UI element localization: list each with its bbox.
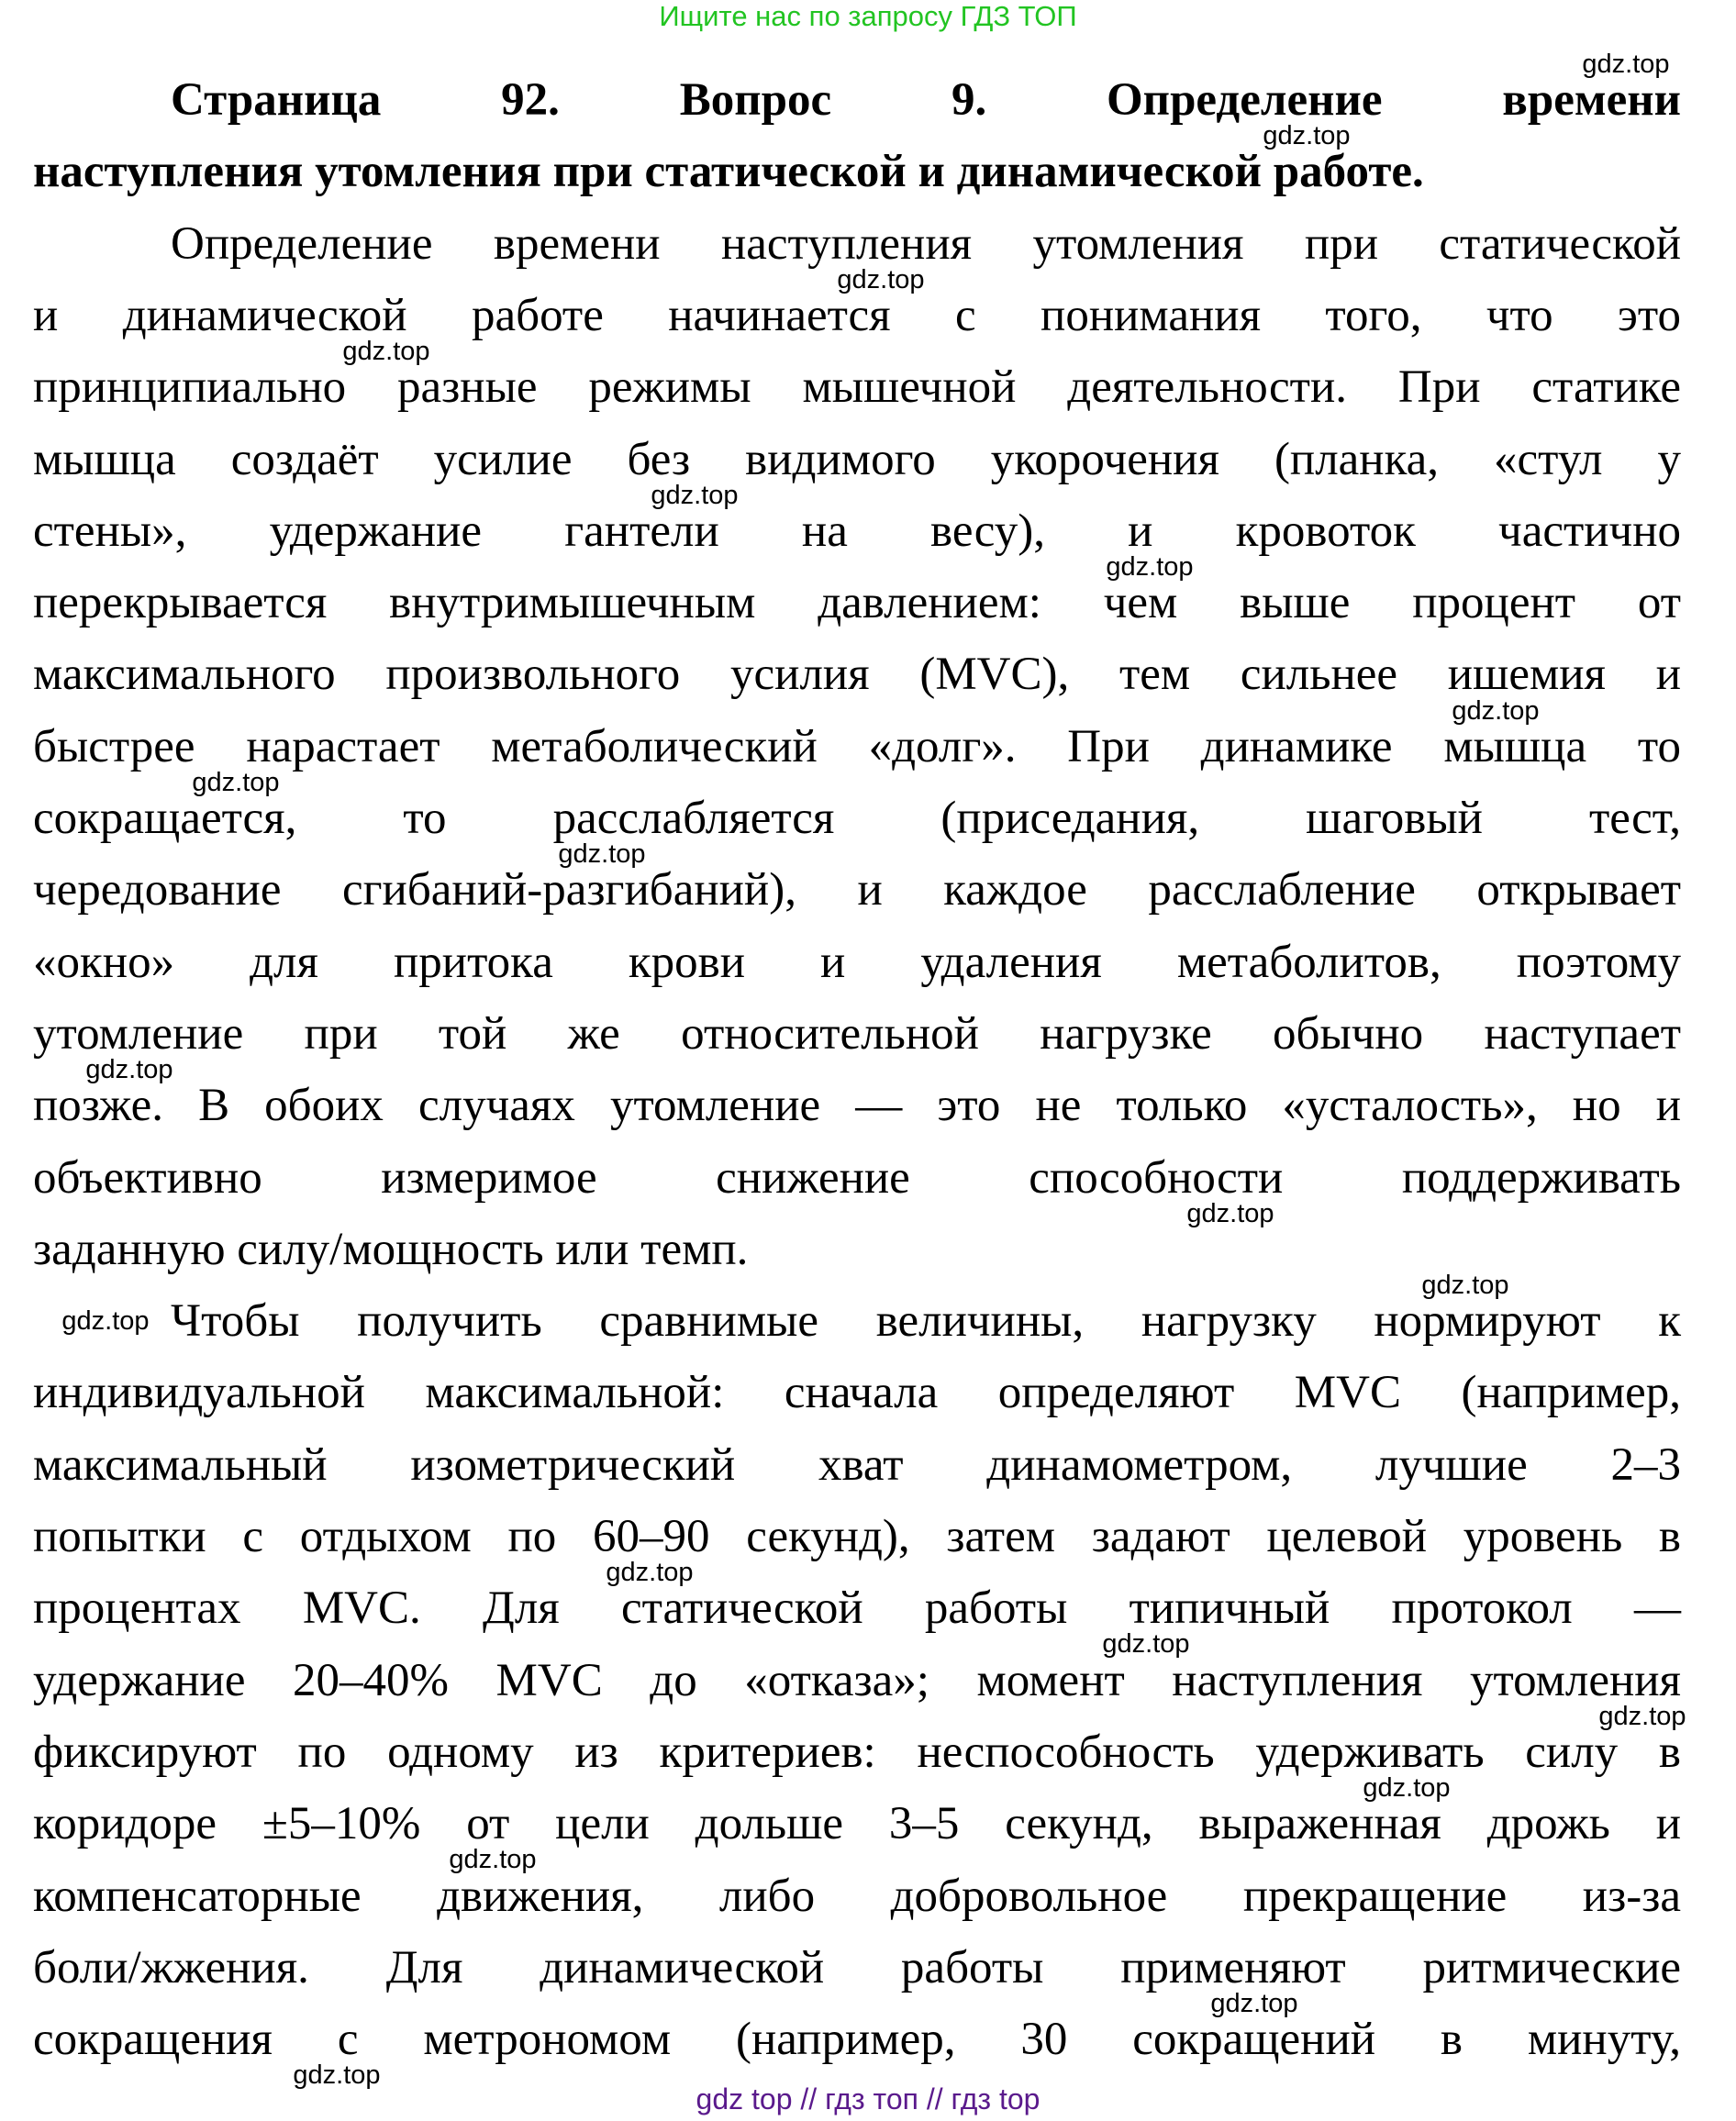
text-line: сокращения с метрономом (например, 30 сокращений в минуту, xyxy=(33,2014,1681,2066)
text-line: Страница 92. Вопрос 9. Определение времени xyxy=(171,74,1681,126)
watermark-text: gdz.top xyxy=(1582,49,1670,79)
text-line: коридоре ±5–10% от цели дольше 3–5 секунд, выраженная дрожь и xyxy=(33,1798,1681,1850)
text-line: принципиально разные режимы мышечной деятельности. При статике xyxy=(33,361,1681,414)
watermark-text: gdz.top xyxy=(1106,551,1194,582)
text-line: заданную силу/мощность или темп. xyxy=(33,1223,749,1275)
text-line: объективно измеримое снижение способности поддерживать xyxy=(33,1151,1681,1204)
text-line: «окно» для притока крови и удаления метаболитов, поэтому xyxy=(33,936,1681,988)
footer-watermark: gdz top // гдз топ // гдз top xyxy=(696,2082,1040,2115)
text-line: попытки с отдыхом по 60–90 секунд), затем задают целевой уровень в xyxy=(33,1511,1681,1562)
text-line: процентах MVC. Для статической работы типичный протокол — xyxy=(33,1582,1681,1635)
search-banner[interactable]: Ищите нас по запросу ГДЗ ТОП xyxy=(659,0,1077,32)
text-line: утомление при той же относительной нагрузке обычно наступает xyxy=(33,1007,1681,1060)
text-line: боли/жжения. Для динамической работы применяют ритмические xyxy=(33,1941,1681,1993)
watermark-text: gdz.top xyxy=(651,480,739,510)
watermark-text: gdz.top xyxy=(342,337,430,367)
text-line: чередование сгибаний-разгибаний), и каждое расслабление открывает xyxy=(33,864,1681,916)
watermark-text: gdz.top xyxy=(1263,121,1351,151)
text-line: перекрывается внутримышечным давлением: чем выше процент от xyxy=(33,577,1681,629)
watermark-text: gdz.top xyxy=(85,1055,173,1085)
text-line: индивидуальной максимальной: сначала определяют MVC (например, xyxy=(33,1367,1681,1419)
text-line: позже. В обоих случаях утомление — это не только «усталость», но и xyxy=(33,1080,1681,1132)
text-line: Чтобы получить сравнимые величины, нагрузку нормируют к xyxy=(171,1295,1681,1348)
text-line: максимального произвольного усилия (MVC), тем сильнее ишемия и xyxy=(33,649,1681,701)
watermark-text: gdz.top xyxy=(1363,1773,1451,1804)
watermark-text: gdz.top xyxy=(192,767,280,797)
watermark-text: gdz.top xyxy=(61,1306,150,1337)
watermark-text: gdz.top xyxy=(1210,1988,1298,2018)
text-line: и динамической работе начинается с понимания того, что это xyxy=(33,289,1681,341)
text-line: мышца создаёт усилие без видимого укорочения (планка, «стул у xyxy=(33,433,1681,485)
watermark-text: gdz.top xyxy=(449,1845,537,1875)
text-line: быстрее нарастает метаболический «долг». При динамике мышца то xyxy=(33,720,1681,772)
watermark-text: gdz.top xyxy=(1598,1701,1686,1731)
text-line: максимальный изометрический хват динамометром, лучшие 2–3 xyxy=(33,1438,1681,1491)
text-line: наступления утомления при статической и динамической работе. xyxy=(33,146,1424,198)
text-line: Определение времени наступления утомления при статической xyxy=(171,217,1681,270)
watermark-text: gdz.top xyxy=(1102,1629,1190,1660)
watermark-text: gdz.top xyxy=(558,839,646,870)
text-line: стены», удержание гантели на весу), и кровоток частично xyxy=(33,505,1681,557)
watermark-text: gdz.top xyxy=(837,264,925,294)
text-line: удержание 20–40% MVC до «отказа»; момент наступления утомления xyxy=(33,1654,1681,1706)
text-line: сокращается, то расслабляется (приседания, шаговый тест, xyxy=(33,793,1681,844)
watermark-text: gdz.top xyxy=(293,2060,381,2091)
watermark-text: gdz.top xyxy=(1452,695,1540,726)
text-line: компенсаторные движения, либо добровольное прекращение из-за xyxy=(33,1870,1681,1922)
watermark-text: gdz.top xyxy=(1421,1270,1509,1300)
text-line: фиксируют по одному из критериев: неспособность удерживать силу в xyxy=(33,1726,1681,1778)
watermark-text: gdz.top xyxy=(1186,1198,1274,1228)
watermark-text: gdz.top xyxy=(606,1558,694,1588)
